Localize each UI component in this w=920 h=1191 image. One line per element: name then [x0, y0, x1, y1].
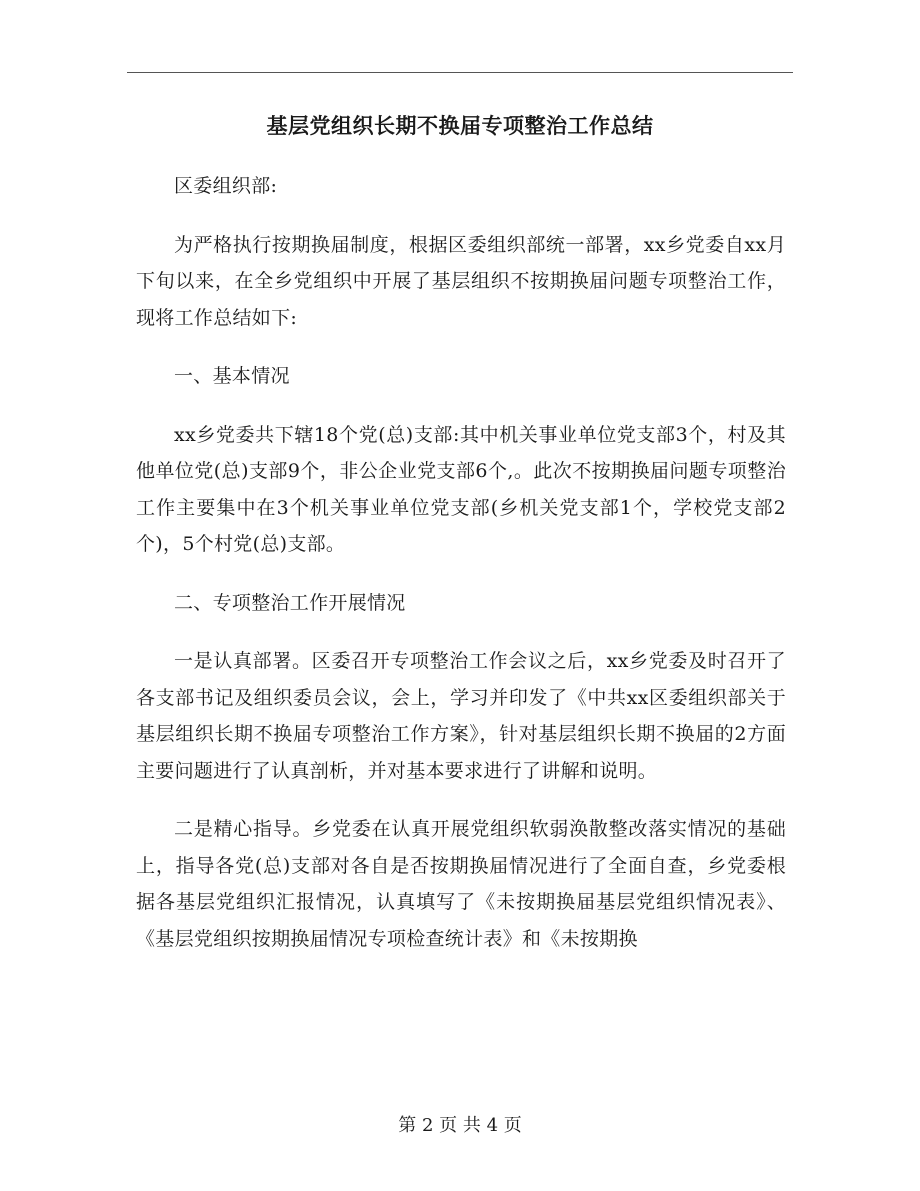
- basic-paragraph: xx乡党委共下辖18个党(总)支部:其中机关事业单位党支部3个，村及其他单位党(总)支部9个，非公企业党支部6个,。此次不按期换届问题专项整治工作主要集中在3个机关事业单位党支部(乡机关党支部1个，学校党支部2个)，5个村党(总)支部。: [136, 423, 786, 555]
- document-body: [136, 168, 786, 979]
- page-footer: 第 2 页 共 4 页: [398, 1115, 522, 1136]
- document-title: 基层党组织长期不换届专项整治工作总结: [266, 113, 654, 138]
- section-heading-progress: 二、专项整治工作开展情况: [174, 591, 406, 614]
- header-rule: [127, 72, 793, 73]
- guidance-paragraph: 二是精心指导。乡党委在认真开展党组织软弱涣散整改落实情况的基础上，指导各党(总)支部对各自是否按期换届情况进行了全面自查，乡党委根据各基层党组织汇报情况，认真填写了《未按期换届基层党组织情况表》、《基层党组织按期换届情况专项检查统计表》和《未按期换: [136, 818, 786, 950]
- section-heading-basic: 一、基本情况: [174, 365, 290, 387]
- deployment-paragraph: 一是认真部署。区委召开专项整治工作会议之后，xx乡党委及时召开了各支部书记及组织委员会议，会上，学习并印发了《中共xx区委组织部关于基层组织长期不换届专项整治工作方案》，针对基层组织长期不换届的2方面主要问题进行了认真剖析，并对基本要求进行了讲解和说明。: [136, 650, 786, 782]
- intro-paragraph: 为严格执行按期换届制度，根据区委组织部统一部署，xx乡党委自xx月下旬以来，在全乡党组织中开展了基层组织不按期换届问题专项整治工作，现将工作总结如下:: [136, 233, 786, 329]
- salutation: 区委组织部:: [174, 175, 278, 197]
